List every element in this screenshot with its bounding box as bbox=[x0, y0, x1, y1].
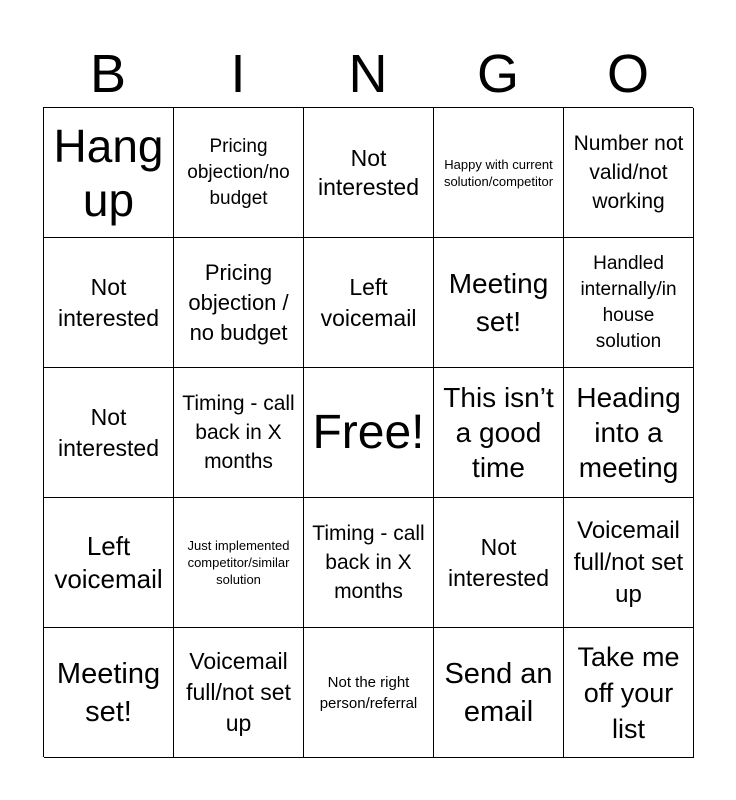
cell-label: Take me off your list bbox=[577, 641, 680, 744]
bingo-cell[interactable] bbox=[174, 498, 304, 628]
bingo-cell[interactable] bbox=[44, 628, 174, 758]
bingo-cell[interactable] bbox=[174, 108, 304, 238]
cell-label: Number not valid/not working bbox=[573, 132, 684, 213]
bingo-cell[interactable] bbox=[44, 108, 174, 238]
bingo-cell[interactable] bbox=[434, 368, 564, 498]
free-space-cell[interactable] bbox=[304, 368, 434, 498]
cell-label: Hang up bbox=[53, 119, 164, 226]
cell-label: Meeting set! bbox=[448, 267, 549, 337]
cell-label: Pricing objection/no budget bbox=[187, 135, 290, 209]
bingo-cell[interactable] bbox=[174, 628, 304, 758]
header-letter-g: G bbox=[476, 44, 519, 104]
cell-label: Just implemented competitor/similar solution bbox=[187, 538, 290, 587]
cell-label: Voicemail full/not set up bbox=[186, 648, 291, 736]
bingo-cell[interactable] bbox=[44, 238, 174, 368]
cell-label: Timing - call back in X months bbox=[312, 522, 425, 603]
bingo-cell[interactable] bbox=[564, 628, 694, 758]
cell-label: Not the right person/referral bbox=[319, 673, 418, 712]
cell-label: Happy with current solution/competitor bbox=[443, 156, 554, 189]
header-letter-o: O bbox=[606, 44, 649, 104]
header-letter-b: B bbox=[89, 44, 127, 104]
cell-label: Left voicemail bbox=[54, 530, 163, 594]
bingo-cell[interactable] bbox=[44, 368, 174, 498]
header-letter-i: I bbox=[230, 44, 246, 104]
bingo-cell[interactable] bbox=[304, 108, 434, 238]
bingo-cell[interactable] bbox=[304, 628, 434, 758]
cell-label: Timing - call back in X months bbox=[182, 392, 295, 473]
cell-label: Not interested bbox=[57, 403, 159, 461]
cell-label: Not interested bbox=[57, 273, 159, 331]
bingo-cell[interactable] bbox=[434, 498, 564, 628]
bingo-cell[interactable] bbox=[564, 108, 694, 238]
bingo-cell[interactable] bbox=[564, 368, 694, 498]
cell-label: Heading into a meeting bbox=[576, 382, 681, 483]
header-letter-n: N bbox=[348, 44, 388, 104]
cell-label: Handled internally/in house solution bbox=[580, 252, 677, 352]
cell-label: Pricing objection / no budget bbox=[188, 259, 289, 345]
bingo-cell[interactable] bbox=[434, 238, 564, 368]
bingo-cell[interactable] bbox=[434, 108, 564, 238]
cell-label: Left voicemail bbox=[320, 273, 417, 331]
bingo-cell[interactable] bbox=[564, 238, 694, 368]
bingo-cell[interactable] bbox=[174, 238, 304, 368]
bingo-cell[interactable] bbox=[434, 628, 564, 758]
bingo-board bbox=[43, 107, 693, 757]
cell-label: Not interested bbox=[447, 533, 549, 591]
cell-label: Not interested bbox=[317, 144, 419, 200]
bingo-cell[interactable] bbox=[44, 498, 174, 628]
cell-label: This isn’t a good time bbox=[443, 382, 554, 483]
bingo-header bbox=[43, 40, 693, 108]
bingo-cell[interactable] bbox=[174, 368, 304, 498]
cell-label: Free! bbox=[312, 405, 425, 459]
bingo-cell[interactable] bbox=[564, 498, 694, 628]
bingo-cell[interactable] bbox=[304, 498, 434, 628]
cell-label: Meeting set! bbox=[56, 657, 161, 728]
cell-label: Send an email bbox=[444, 657, 553, 728]
bingo-cell[interactable] bbox=[304, 238, 434, 368]
cell-label: Voicemail full/not set up bbox=[573, 516, 684, 608]
